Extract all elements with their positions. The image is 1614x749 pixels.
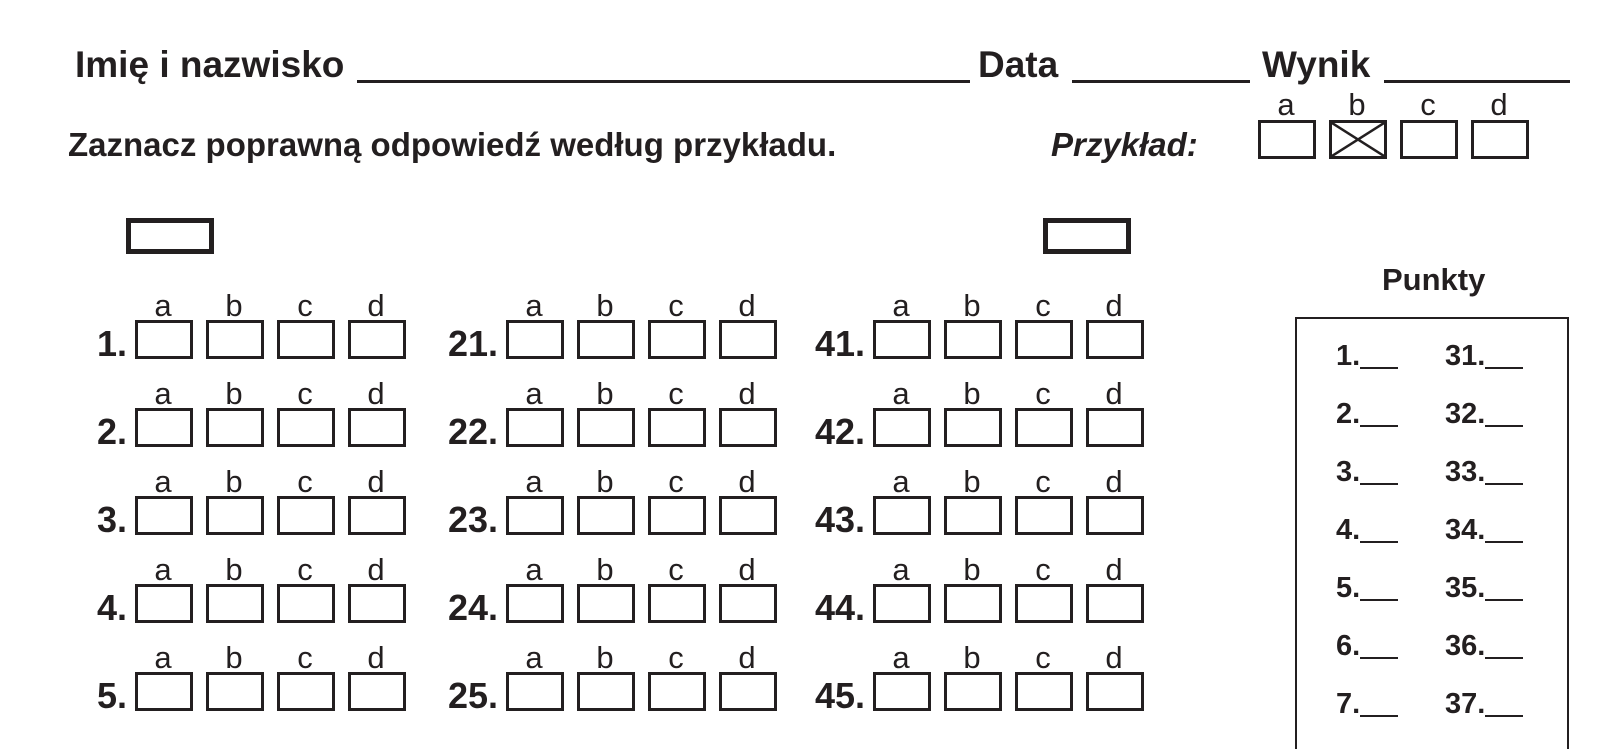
answer-box-d[interactable] xyxy=(1086,408,1144,447)
option-letter-d: d xyxy=(738,552,756,587)
answer-box-b[interactable] xyxy=(206,584,264,623)
option-letter-c: c xyxy=(1035,552,1051,587)
answer-box-a[interactable] xyxy=(873,408,931,447)
points-title: Punkty xyxy=(1382,262,1486,297)
option-letter-c: c xyxy=(668,464,684,499)
answer-box-c[interactable] xyxy=(277,320,335,359)
points-blank[interactable] xyxy=(1485,367,1523,369)
option-letter-d: d xyxy=(738,640,756,675)
points-number: 1. xyxy=(1336,340,1361,372)
option-letter-c: c xyxy=(297,464,313,499)
question-number: 21. xyxy=(447,323,498,364)
points-row[interactable] xyxy=(1336,572,1398,605)
option-letter-a: a xyxy=(525,552,543,587)
answer-box-a[interactable] xyxy=(135,496,193,535)
points-blank[interactable] xyxy=(1485,483,1523,485)
answer-box-a[interactable] xyxy=(506,672,564,711)
option-letter-d: d xyxy=(367,376,385,411)
question-number: 23. xyxy=(447,499,498,540)
answer-box-a[interactable] xyxy=(135,320,193,359)
answer-box-a[interactable] xyxy=(506,584,564,623)
option-letter-d: d xyxy=(367,552,385,587)
option-letter-a: a xyxy=(892,464,910,499)
points-blank[interactable] xyxy=(1360,715,1398,717)
answer-box-c[interactable] xyxy=(277,496,335,535)
option-letter-c: c xyxy=(1035,288,1051,323)
option-letter-d: d xyxy=(1105,464,1123,499)
example-letter-c: c xyxy=(1420,87,1436,122)
option-letter-a: a xyxy=(525,640,543,675)
points-row[interactable] xyxy=(1445,514,1523,547)
points-number: 4. xyxy=(1336,514,1361,546)
answer-box-b[interactable] xyxy=(577,672,635,711)
question-number: 1. xyxy=(96,323,127,364)
points-row[interactable] xyxy=(1445,572,1523,605)
question-number: 2. xyxy=(96,411,127,452)
points-number: 3. xyxy=(1336,456,1361,488)
example-box-b xyxy=(1329,120,1387,159)
answer-box-b[interactable] xyxy=(206,672,264,711)
option-letter-a: a xyxy=(892,640,910,675)
option-letter-a: a xyxy=(154,552,172,587)
option-letter-d: d xyxy=(1105,288,1123,323)
question-number: 22. xyxy=(447,411,498,452)
option-letter-a: a xyxy=(892,288,910,323)
question-number: 43. xyxy=(814,499,865,540)
points-number: 31. xyxy=(1445,340,1486,372)
answer-box-c[interactable] xyxy=(277,672,335,711)
option-letter-b: b xyxy=(963,552,981,587)
alignment-marker-left xyxy=(126,218,214,254)
points-row[interactable] xyxy=(1336,630,1398,663)
option-letter-d: d xyxy=(367,464,385,499)
option-letter-b: b xyxy=(963,288,981,323)
option-letter-c: c xyxy=(1035,464,1051,499)
answer-box-b[interactable] xyxy=(206,408,264,447)
points-number: 33. xyxy=(1445,456,1486,488)
answer-box-c[interactable] xyxy=(648,672,706,711)
points-row[interactable] xyxy=(1445,630,1523,663)
points-row[interactable] xyxy=(1445,456,1523,489)
option-letter-b: b xyxy=(963,640,981,675)
points-row[interactable] xyxy=(1336,688,1398,721)
answer-box-b[interactable] xyxy=(577,320,635,359)
option-letter-c: c xyxy=(1035,640,1051,675)
option-letter-c: c xyxy=(1035,376,1051,411)
points-blank[interactable] xyxy=(1485,715,1523,717)
question-number: 42. xyxy=(814,411,865,452)
answer-box-b[interactable] xyxy=(577,584,635,623)
option-letter-b: b xyxy=(963,464,981,499)
instruction-text: Zaznacz poprawną odpowiedź według przykładu. xyxy=(68,126,837,163)
option-letter-d: d xyxy=(367,640,385,675)
answer-box-c[interactable] xyxy=(1015,496,1073,535)
answer-box-c[interactable] xyxy=(1015,672,1073,711)
option-letter-c: c xyxy=(297,288,313,323)
answer-box-a[interactable] xyxy=(506,496,564,535)
answer-box-b[interactable] xyxy=(206,496,264,535)
points-blank[interactable] xyxy=(1360,425,1398,427)
points-number: 35. xyxy=(1445,572,1486,604)
answer-box-a[interactable] xyxy=(873,584,931,623)
option-letter-d: d xyxy=(738,464,756,499)
question-number: 3. xyxy=(96,499,127,540)
question-number: 44. xyxy=(814,587,865,628)
option-letter-b: b xyxy=(963,376,981,411)
option-letter-c: c xyxy=(297,552,313,587)
example-label: Przykład: xyxy=(1051,126,1198,163)
answer-box-b[interactable] xyxy=(944,584,1002,623)
question-number: 25. xyxy=(447,675,498,716)
name-label: Imię i nazwisko xyxy=(75,44,345,85)
option-letter-a: a xyxy=(154,288,172,323)
answer-box-c[interactable] xyxy=(1015,408,1073,447)
points-row[interactable] xyxy=(1445,688,1523,721)
points-blank[interactable] xyxy=(1360,483,1398,485)
points-blank[interactable] xyxy=(1485,425,1523,427)
answer-box-d[interactable] xyxy=(1086,496,1144,535)
option-letter-a: a xyxy=(525,376,543,411)
points-number: 36. xyxy=(1445,630,1486,662)
option-letter-d: d xyxy=(367,288,385,323)
points-row[interactable] xyxy=(1445,398,1523,431)
option-letter-d: d xyxy=(1105,376,1123,411)
name-field[interactable] xyxy=(357,80,970,83)
points-row[interactable] xyxy=(1445,340,1523,373)
option-letter-a: a xyxy=(525,288,543,323)
answer-box-a[interactable] xyxy=(135,672,193,711)
answer-box-c[interactable] xyxy=(648,320,706,359)
points-row[interactable] xyxy=(1336,514,1398,547)
cross-mark-icon xyxy=(1332,123,1384,156)
question-number: 41. xyxy=(814,323,865,364)
option-letter-a: a xyxy=(892,552,910,587)
points-row[interactable] xyxy=(1336,456,1398,489)
points-row[interactable] xyxy=(1336,340,1398,373)
answer-box-c[interactable] xyxy=(648,496,706,535)
example-box-a xyxy=(1258,120,1316,159)
option-letter-d: d xyxy=(738,376,756,411)
option-letter-c: c xyxy=(668,376,684,411)
example-box-d xyxy=(1471,120,1529,159)
answer-box-c[interactable] xyxy=(648,584,706,623)
answer-box-b[interactable] xyxy=(944,496,1002,535)
alignment-marker-right xyxy=(1043,218,1131,254)
option-letter-d: d xyxy=(1105,640,1123,675)
question-number: 45. xyxy=(814,675,865,716)
points-blank[interactable] xyxy=(1360,367,1398,369)
points-number: 2. xyxy=(1336,398,1361,430)
example-letter-d: d xyxy=(1490,87,1508,122)
points-blank[interactable] xyxy=(1485,657,1523,659)
points-number: 32. xyxy=(1445,398,1486,430)
answer-box-c[interactable] xyxy=(277,584,335,623)
points-blank[interactable] xyxy=(1360,541,1398,543)
example-box-c xyxy=(1400,120,1458,159)
answer-box-d[interactable] xyxy=(1086,320,1144,359)
option-letter-a: a xyxy=(154,640,172,675)
points-blank[interactable] xyxy=(1360,599,1398,601)
option-letter-b: b xyxy=(225,464,243,499)
points-number: 7. xyxy=(1336,688,1361,720)
option-letter-c: c xyxy=(668,288,684,323)
date-label: Data xyxy=(978,44,1059,85)
option-letter-b: b xyxy=(596,552,614,587)
option-letter-c: c xyxy=(668,640,684,675)
option-letter-b: b xyxy=(225,376,243,411)
option-letter-b: b xyxy=(596,288,614,323)
answer-box-c[interactable] xyxy=(648,408,706,447)
points-blank[interactable] xyxy=(1360,657,1398,659)
answer-box-a[interactable] xyxy=(873,320,931,359)
option-letter-b: b xyxy=(596,376,614,411)
answer-box-a[interactable] xyxy=(506,320,564,359)
option-letter-b: b xyxy=(225,288,243,323)
points-number: 37. xyxy=(1445,688,1486,720)
option-letter-d: d xyxy=(1105,552,1123,587)
answer-box-a[interactable] xyxy=(873,496,931,535)
option-letter-b: b xyxy=(596,640,614,675)
answer-box-b[interactable] xyxy=(577,408,635,447)
option-letter-a: a xyxy=(892,376,910,411)
example-letter-a: a xyxy=(1277,87,1295,122)
option-letter-b: b xyxy=(225,552,243,587)
answer-box-b[interactable] xyxy=(206,320,264,359)
option-letter-d: d xyxy=(738,288,756,323)
points-number: 5. xyxy=(1336,572,1361,604)
score-label: Wynik xyxy=(1262,44,1371,85)
answer-box-b[interactable] xyxy=(944,408,1002,447)
points-number: 34. xyxy=(1445,514,1486,546)
option-letter-c: c xyxy=(297,376,313,411)
score-field[interactable] xyxy=(1384,80,1570,83)
answer-box-a[interactable] xyxy=(506,408,564,447)
answer-box-b[interactable] xyxy=(944,672,1002,711)
points-row[interactable] xyxy=(1336,398,1398,431)
points-number: 6. xyxy=(1336,630,1361,662)
option-letter-c: c xyxy=(297,640,313,675)
question-number: 24. xyxy=(447,587,498,628)
answer-box-a[interactable] xyxy=(135,408,193,447)
option-letter-a: a xyxy=(154,464,172,499)
option-letter-b: b xyxy=(225,640,243,675)
question-number: 4. xyxy=(96,587,127,628)
answer-box-d[interactable] xyxy=(1086,672,1144,711)
points-blank[interactable] xyxy=(1485,599,1523,601)
answer-box-c[interactable] xyxy=(1015,584,1073,623)
answer-box-a[interactable] xyxy=(135,584,193,623)
date-field[interactable] xyxy=(1072,80,1250,83)
answer-box-c[interactable] xyxy=(1015,320,1073,359)
answer-box-c[interactable] xyxy=(277,408,335,447)
option-letter-a: a xyxy=(525,464,543,499)
answer-box-b[interactable] xyxy=(944,320,1002,359)
answer-box-d[interactable] xyxy=(1086,584,1144,623)
option-letter-c: c xyxy=(668,552,684,587)
answer-box-a[interactable] xyxy=(873,672,931,711)
option-letter-b: b xyxy=(596,464,614,499)
points-blank[interactable] xyxy=(1485,541,1523,543)
answer-box-b[interactable] xyxy=(577,496,635,535)
option-letter-a: a xyxy=(154,376,172,411)
question-number: 5. xyxy=(96,675,127,716)
example-letter-b: b xyxy=(1348,87,1366,122)
